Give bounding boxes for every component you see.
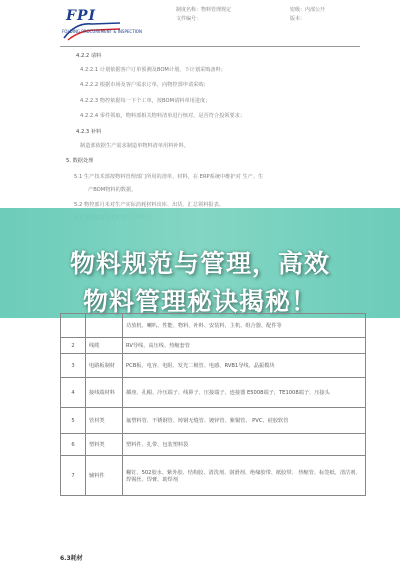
header-document-info — [176, 6, 231, 24]
line-4-2-2-1: 4.2.2.1 计划依据客户订单预测及BOM计划，下计划采购备料； — [80, 67, 226, 73]
banner-title-line1: 物料规范与管理，高效 — [69, 249, 330, 278]
logo-subtitle: FOLDING PROCUREMENT & INSPECTION — [62, 29, 142, 34]
line-4-2-2-3: 4.2.2.3 物控依据每一下个工单，按BOM请料单用进度； — [80, 98, 211, 104]
material-table — [60, 313, 366, 496]
row-items: RV导线、高压线、热缩套管 — [123, 338, 366, 354]
section-5: 5. 数据处理 — [66, 158, 94, 164]
row-items: 塑料件、扎带、包装塑料袋 — [123, 434, 366, 456]
row-items: PCB板、电容、电阻、发光二极管、电感、RVB1导线、晶振模块 — [123, 354, 366, 378]
header-divider — [60, 46, 360, 47]
line-5-1a: 5.1 生产技术部按物料管理部门所用的清单、材料，在 ERP系统中维护对 生产、生 — [74, 174, 264, 180]
table-row — [61, 354, 366, 378]
row-number: 3 — [61, 354, 86, 378]
row-number: 6 — [61, 434, 86, 456]
line-4-2-2-2: 4.2.2.2 根据市场及客户需求订单，向物控部申请采购； — [80, 82, 209, 88]
row-items: 螺钉、502胶水、紫外胶、结构胶、清洗剂、润滑剂、绝缘胶带、纸胶带、 热缩管、标签纸、清洁剂、焊锡丝、焊膏、助焊剂 — [123, 456, 366, 496]
header-secrecy: 密级：内部公开 — [290, 7, 326, 13]
row-type: 管材类 — [86, 408, 123, 434]
row-number — [61, 314, 86, 338]
row-type: 塑料类 — [86, 434, 123, 456]
row-type: 线缆 — [86, 338, 123, 354]
logo-text: FPI — [66, 8, 97, 24]
row-items: 功放机、喇叭、性能、物料、补料、安装料，主机、组合器、配件等 — [123, 314, 366, 338]
table-row — [61, 408, 366, 434]
row-items: 插座、孔帽、冷压端子、线鼻子、压接端子、连接器 E5008端子，TE1008端子、压接头 — [123, 378, 366, 408]
row-number: 2 — [61, 338, 86, 354]
line-5-2: 5.2 物控部月末对生产实际消耗材料出库、出货、汇总领料报表。 — [74, 202, 224, 208]
table-row — [61, 434, 366, 456]
line-5-1b: 产BOM物料的数据。 — [88, 187, 137, 193]
header-version: 版本： — [290, 16, 306, 22]
table-row — [61, 314, 366, 338]
line-4-2-3-text: 制造部依据生产需求制造单物料清单用料补料。 — [80, 143, 189, 149]
header-doc-number: 文件编号： — [176, 16, 202, 22]
row-type: 接线端材料 — [86, 378, 123, 408]
line-4-2-2-4: 4.2.2.4 零件领取，物料部相关物料清单进行核对，是否符合投领要求； — [80, 113, 246, 119]
banner-title-line2: 物料管理秘诀揭秘！ — [82, 287, 317, 316]
header-doc-name: 制度名称：物料管理规定 — [176, 7, 232, 13]
table-row — [61, 378, 366, 408]
section-4-2-2: 4.2.2 请料 — [76, 53, 102, 59]
document-header — [0, 0, 400, 48]
section-6-3-title: 6.3耗材 — [60, 555, 83, 562]
table-row — [61, 456, 366, 496]
row-type — [86, 314, 123, 338]
row-items: 氟塑料管、不锈钢管、铸钢无缝管、镀锌管、紫铜管、 PVC、硅胶软管 — [123, 408, 366, 434]
row-number: 7 — [61, 456, 86, 496]
section-4-2-3: 4.2.3 补料 — [76, 129, 102, 135]
table-row — [61, 338, 366, 354]
row-number: 5 — [61, 408, 86, 434]
row-type: 电路板制材 — [86, 354, 123, 378]
row-number: 4 — [61, 378, 86, 408]
header-classification-info — [290, 6, 325, 24]
row-type: 辅料件 — [86, 456, 123, 496]
